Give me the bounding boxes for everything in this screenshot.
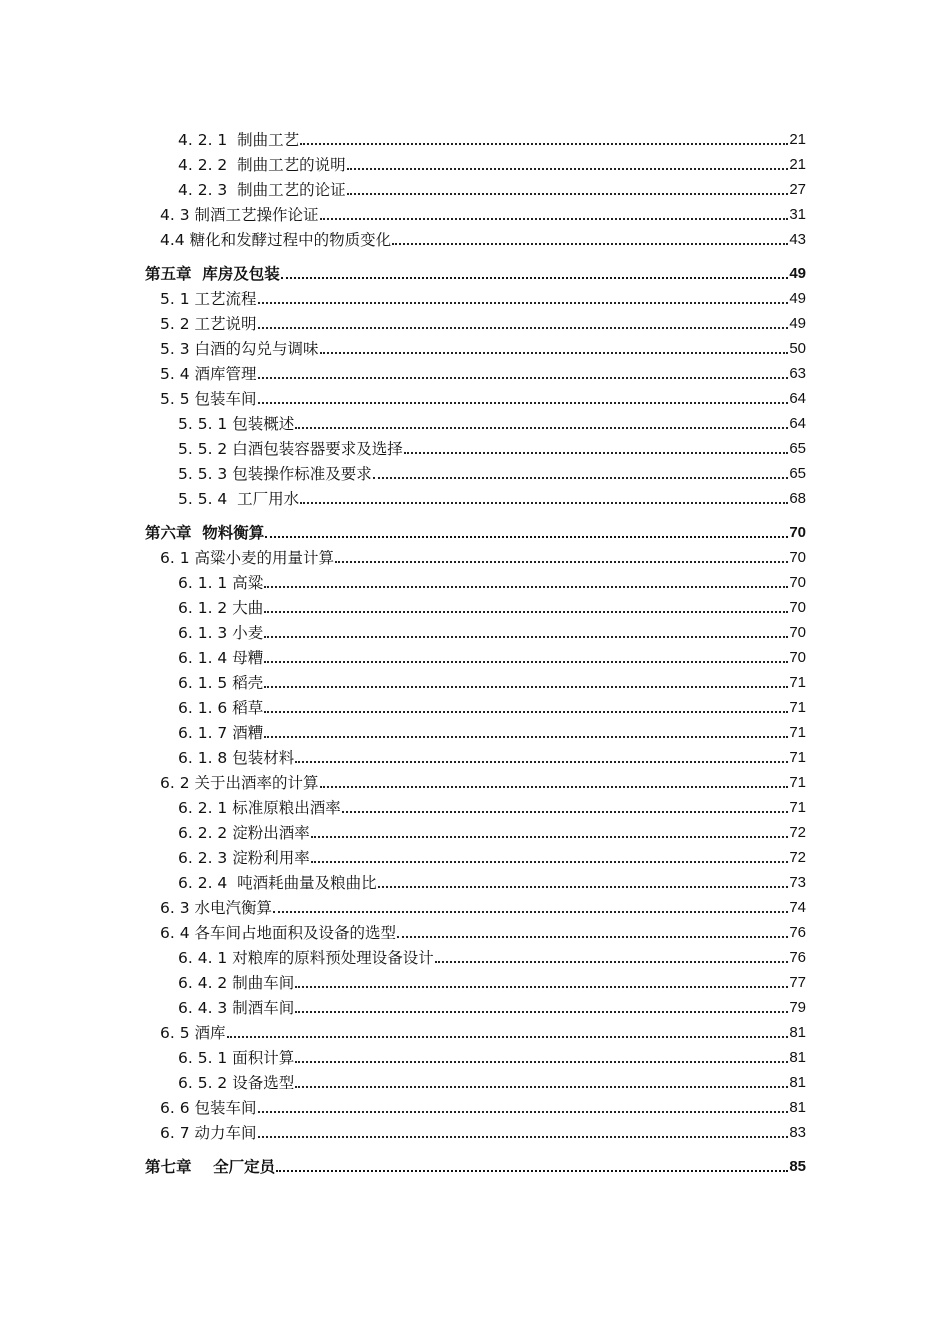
toc-leader-dots xyxy=(264,736,788,738)
toc-page-number: 71 xyxy=(789,674,806,691)
toc-page-number: 50 xyxy=(789,340,806,357)
toc-leader-dots xyxy=(264,711,788,713)
toc-entry[interactable] xyxy=(0,718,950,743)
toc-leader-dots xyxy=(378,886,789,888)
toc-page-number: 72 xyxy=(789,824,806,841)
toc-leader-dots xyxy=(258,327,789,329)
toc-chapter-entry[interactable] xyxy=(0,1143,950,1177)
toc-page-number: 49 xyxy=(789,315,806,332)
toc-entry[interactable] xyxy=(0,1093,950,1118)
toc-entry[interactable] xyxy=(0,309,950,334)
toc-entry[interactable] xyxy=(0,843,950,868)
toc-entry[interactable] xyxy=(0,993,950,1018)
toc-entry-title: 4. 3 制酒工艺操作论证 xyxy=(160,206,319,224)
toc-page-number: 81 xyxy=(789,1099,806,1116)
toc-entry-title: 6. 2. 3 淀粉利用率 xyxy=(178,849,310,867)
toc-page-number: 65 xyxy=(789,440,806,457)
toc-page-number: 63 xyxy=(789,365,806,382)
toc-entry-title: 6. 6 包装车间 xyxy=(160,1099,257,1117)
toc-entry[interactable] xyxy=(0,743,950,768)
toc-entry[interactable] xyxy=(0,409,950,434)
toc-page-number: 71 xyxy=(789,749,806,766)
toc-leader-dots xyxy=(435,961,789,963)
toc-entry-title: 第七章 全厂定员 xyxy=(145,1158,276,1176)
toc-page-number: 81 xyxy=(789,1024,806,1041)
toc-entry-title: 第五章 库房及包装 xyxy=(145,265,280,283)
toc-leader-dots xyxy=(300,143,788,145)
toc-page-number: 71 xyxy=(789,699,806,716)
toc-page-number: 71 xyxy=(789,799,806,816)
toc-entry[interactable] xyxy=(0,200,950,225)
toc-entry-title: 6. 2 关于出酒率的计算 xyxy=(160,774,319,792)
toc-entry[interactable] xyxy=(0,568,950,593)
toc-entry-title: 6. 5. 2 设备选型 xyxy=(178,1074,295,1092)
toc-leader-dots xyxy=(311,836,789,838)
toc-entry-title: 6. 5. 1 面积计算 xyxy=(178,1049,295,1067)
toc-page-number: 49 xyxy=(789,265,806,282)
toc-leader-dots xyxy=(311,861,789,863)
toc-leader-dots xyxy=(258,1136,789,1138)
toc-entry-title: 5. 5. 2 白酒包装容器要求及选择 xyxy=(178,440,403,458)
toc-page-number: 70 xyxy=(789,624,806,641)
toc-leader-dots xyxy=(273,911,788,913)
toc-entry[interactable] xyxy=(0,1018,950,1043)
toc-entry[interactable] xyxy=(0,668,950,693)
toc-entry-title: 6. 2. 2 淀粉出酒率 xyxy=(178,824,310,842)
toc-page-number: 83 xyxy=(789,1124,806,1141)
toc-chapter-entry[interactable] xyxy=(0,509,950,543)
toc-entry[interactable] xyxy=(0,1118,950,1143)
toc-page-number: 77 xyxy=(789,974,806,991)
toc-leader-dots xyxy=(392,243,788,245)
toc-entry[interactable] xyxy=(0,968,950,993)
toc-entry-title: 6. 2. 4 吨酒耗曲量及粮曲比 xyxy=(178,874,377,892)
toc-page-number: 64 xyxy=(789,390,806,407)
toc-entry-title: 6. 4. 2 制曲车间 xyxy=(178,974,295,992)
toc-entry-title: 5. 2 工艺说明 xyxy=(160,315,257,333)
toc-page-number: 65 xyxy=(789,465,806,482)
toc-leader-dots xyxy=(265,536,788,538)
toc-leader-dots xyxy=(342,811,789,813)
toc-entry-title: 4. 2. 2 制曲工艺的说明 xyxy=(178,156,346,174)
toc-page-number: 43 xyxy=(789,231,806,248)
toc-entry[interactable] xyxy=(0,768,950,793)
toc-leader-dots xyxy=(264,586,788,588)
toc-entry-title: 5. 1 工艺流程 xyxy=(160,290,257,308)
toc-entry-title: 6. 1. 4 母糟 xyxy=(178,649,264,667)
toc-page-number: 79 xyxy=(789,999,806,1016)
toc-page-number: 21 xyxy=(789,156,806,173)
toc-entry[interactable] xyxy=(0,693,950,718)
toc-entry[interactable] xyxy=(0,334,950,359)
toc-leader-dots xyxy=(258,302,789,304)
toc-page-number: 73 xyxy=(789,874,806,891)
toc-entry-title: 6. 1. 3 小麦 xyxy=(178,624,264,642)
toc-entry-title: 5. 5. 3 包装操作标准及要求 xyxy=(178,465,372,483)
toc-page-number: 76 xyxy=(789,949,806,966)
toc-entry-title: 6. 4. 3 制酒车间 xyxy=(178,999,295,1017)
toc-leader-dots xyxy=(300,502,788,504)
toc-leader-dots xyxy=(276,1170,788,1172)
toc-page-number: 49 xyxy=(789,290,806,307)
toc-leader-dots xyxy=(295,761,788,763)
toc-leader-dots xyxy=(320,786,789,788)
toc-page-number: 71 xyxy=(789,724,806,741)
toc-entry-title: 6. 2. 1 标准原粮出酒率 xyxy=(178,799,341,817)
toc-entry[interactable] xyxy=(0,359,950,384)
toc-leader-dots xyxy=(320,218,789,220)
toc-leader-dots xyxy=(295,427,788,429)
toc-page-number: 31 xyxy=(789,206,806,223)
toc-entry[interactable] xyxy=(0,818,950,843)
toc-leader-dots xyxy=(258,402,789,404)
toc-page-number: 21 xyxy=(789,131,806,148)
toc-entry[interactable] xyxy=(0,434,950,459)
toc-page-number: 76 xyxy=(789,924,806,941)
toc-entry[interactable] xyxy=(0,1068,950,1093)
table-of-contents xyxy=(0,125,950,1177)
toc-entry-title: 5. 4 酒库管理 xyxy=(160,365,257,383)
toc-leader-dots xyxy=(347,168,789,170)
toc-leader-dots xyxy=(227,1036,789,1038)
toc-entry-title: 5. 5 包装车间 xyxy=(160,390,257,408)
toc-page-number: 68 xyxy=(789,490,806,507)
toc-leader-dots xyxy=(295,1011,788,1013)
toc-entry[interactable] xyxy=(0,150,950,175)
toc-entry[interactable] xyxy=(0,384,950,409)
toc-entry-title: 6. 1 高粱小麦的用量计算 xyxy=(160,549,335,567)
toc-entry[interactable] xyxy=(0,943,950,968)
toc-entry[interactable] xyxy=(0,868,950,893)
toc-entry-title: 6. 1. 5 稻壳 xyxy=(178,674,264,692)
toc-entry[interactable] xyxy=(0,225,950,250)
toc-entry[interactable] xyxy=(0,643,950,668)
toc-entry-title: 6. 1. 8 包装材料 xyxy=(178,749,295,767)
toc-leader-dots xyxy=(320,352,789,354)
toc-entry-title: 6. 7 动力车间 xyxy=(160,1124,257,1142)
toc-entry-title: 6. 1. 1 高粱 xyxy=(178,574,264,592)
toc-entry[interactable] xyxy=(0,125,950,150)
toc-entry[interactable] xyxy=(0,284,950,309)
toc-entry[interactable] xyxy=(0,893,950,918)
toc-leader-dots xyxy=(404,452,789,454)
toc-leader-dots xyxy=(258,1111,789,1113)
toc-entry[interactable] xyxy=(0,175,950,200)
toc-page-number: 81 xyxy=(789,1074,806,1091)
toc-entry-title: 6. 4. 1 对粮库的原料预处理设备设计 xyxy=(178,949,434,967)
toc-page-number: 74 xyxy=(789,899,806,916)
toc-page-number: 70 xyxy=(789,549,806,566)
toc-chapter-entry[interactable] xyxy=(0,250,950,284)
toc-page-number: 70 xyxy=(789,524,806,541)
toc-entry[interactable] xyxy=(0,918,950,943)
toc-page-number: 70 xyxy=(789,649,806,666)
toc-leader-dots xyxy=(347,193,789,195)
toc-page-number: 72 xyxy=(789,849,806,866)
toc-page-number: 85 xyxy=(789,1158,806,1175)
toc-leader-dots xyxy=(295,1086,788,1088)
toc-page-number: 81 xyxy=(789,1049,806,1066)
toc-entry-title: 5. 5. 4 工厂用水 xyxy=(178,490,300,508)
toc-entry[interactable] xyxy=(0,593,950,618)
toc-page-number: 70 xyxy=(789,599,806,616)
toc-page-number: 71 xyxy=(789,774,806,791)
toc-entry-title: 4.4 糖化和发酵过程中的物质变化 xyxy=(160,231,392,249)
toc-entry-title: 5. 3 白酒的勾兑与调味 xyxy=(160,340,319,358)
toc-leader-dots xyxy=(295,1061,788,1063)
toc-entry[interactable] xyxy=(0,484,950,509)
toc-entry-title: 6. 1. 7 酒糟 xyxy=(178,724,264,742)
toc-entry[interactable] xyxy=(0,793,950,818)
toc-entry-title: 6. 4 各车间占地面积及设备的选型 xyxy=(160,924,397,942)
toc-entry-title: 6. 1. 6 稻草 xyxy=(178,699,264,717)
toc-entry[interactable] xyxy=(0,459,950,484)
toc-page-number: 27 xyxy=(789,181,806,198)
toc-page-number: 70 xyxy=(789,574,806,591)
toc-page-number: 64 xyxy=(789,415,806,432)
toc-entry[interactable] xyxy=(0,543,950,568)
toc-leader-dots xyxy=(258,377,789,379)
toc-leader-dots xyxy=(264,611,788,613)
toc-leader-dots xyxy=(264,636,788,638)
toc-leader-dots xyxy=(281,277,789,279)
toc-leader-dots xyxy=(295,986,788,988)
toc-leader-dots xyxy=(264,686,788,688)
toc-leader-dots xyxy=(373,477,789,479)
toc-entry-title: 4. 2. 1 制曲工艺 xyxy=(178,131,300,149)
toc-leader-dots xyxy=(397,936,788,938)
toc-entry-title: 6. 3 水电汽衡算 xyxy=(160,899,273,917)
toc-entry[interactable] xyxy=(0,618,950,643)
toc-entry-title: 6. 5 酒库 xyxy=(160,1024,226,1042)
toc-entry-title: 4. 2. 3 制曲工艺的论证 xyxy=(178,181,346,199)
toc-entry-title: 第六章 物料衡算 xyxy=(145,524,265,542)
toc-leader-dots xyxy=(335,561,788,563)
toc-entry-title: 6. 1. 2 大曲 xyxy=(178,599,264,617)
toc-entry[interactable] xyxy=(0,1043,950,1068)
toc-leader-dots xyxy=(264,661,788,663)
toc-entry-title: 5. 5. 1 包装概述 xyxy=(178,415,295,433)
